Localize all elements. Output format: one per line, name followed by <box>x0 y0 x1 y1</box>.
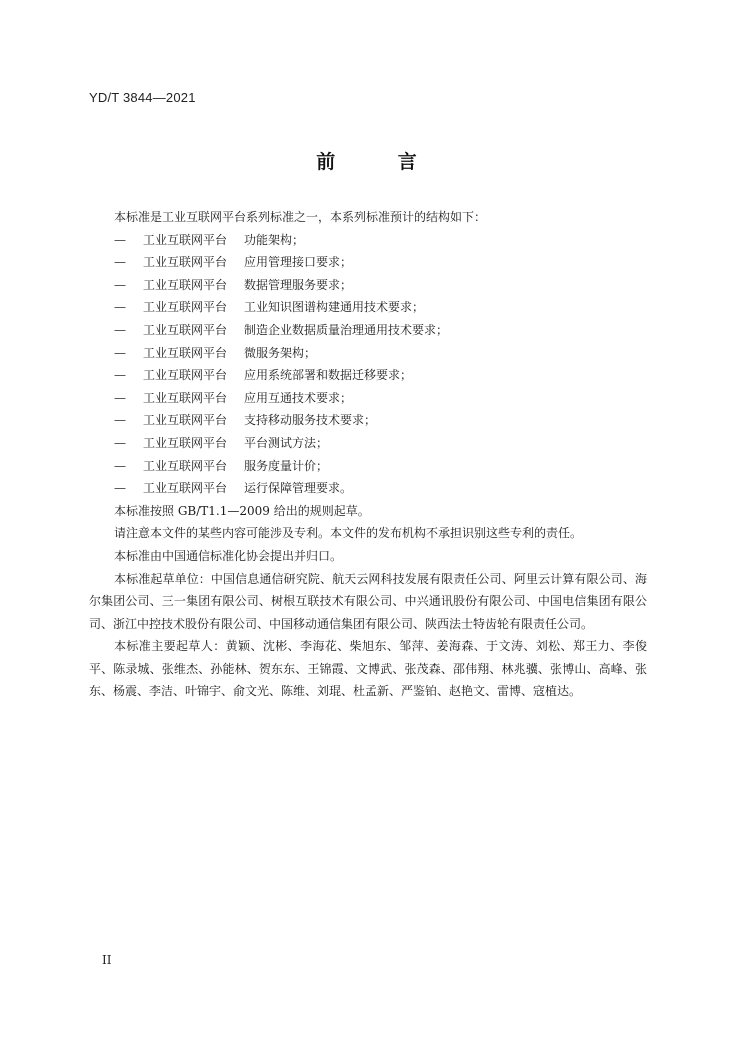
series-list-item <box>89 229 647 252</box>
series-list-item <box>89 319 647 342</box>
series-part-title: 平台测试方法； <box>244 435 329 450</box>
series-platform-name: 工业互联网平台 <box>143 368 228 383</box>
series-list-item <box>89 455 647 478</box>
series-part-title: 功能架构； <box>244 232 305 247</box>
series-platform-name: 工业互联网平台 <box>143 277 228 292</box>
dash-marker: — <box>114 413 126 428</box>
patent-notice-paragraph: 请注意本文件的某些内容可能涉及专利。本文件的发布机构不承担识别这些专利的责任。 <box>114 526 583 541</box>
series-platform-name: 工业互联网平台 <box>143 255 228 270</box>
foreword-body <box>89 206 647 703</box>
series-part-title: 数据管理服务要求； <box>244 277 353 292</box>
intro-paragraph: 本标准是工业互联网平台系列标准之一，本系列标准预计的结构如下： <box>114 210 487 224</box>
dash-marker: — <box>114 481 126 496</box>
dash-marker: — <box>114 390 126 405</box>
series-part-title: 工业知识图谱构建通用技术要求； <box>244 300 425 315</box>
dash-marker: — <box>114 300 126 315</box>
series-list-item <box>89 274 647 297</box>
series-list-item <box>89 387 647 410</box>
page-number: II <box>102 953 112 967</box>
dash-marker: — <box>114 232 126 247</box>
series-part-title: 运行保障管理要求。 <box>244 481 353 496</box>
dash-marker: — <box>114 277 126 292</box>
series-platform-name: 工业互联网平台 <box>143 481 228 496</box>
page-title: 前 言 <box>316 151 445 173</box>
series-platform-name: 工业互联网平台 <box>143 345 228 360</box>
series-platform-name: 工业互联网平台 <box>143 435 228 450</box>
series-platform-name: 工业互联网平台 <box>143 458 228 473</box>
series-list-item <box>89 432 647 455</box>
drafting-rules-paragraph: 本标准按照 GB/T1.1—2009 给出的规则起草。 <box>114 503 370 518</box>
series-list-item <box>89 409 647 432</box>
dash-marker: — <box>114 458 126 473</box>
series-platform-name: 工业互联网平台 <box>143 232 228 247</box>
series-part-title: 支持移动服务技术要求； <box>244 413 377 428</box>
proposed-by-paragraph: 本标准由中国通信标准化协会提出并归口。 <box>114 548 343 563</box>
dash-marker: — <box>114 368 126 383</box>
series-list-item <box>89 296 647 319</box>
dash-marker: — <box>114 435 126 450</box>
series-part-title: 应用管理接口要求； <box>244 255 353 270</box>
series-part-title: 制造企业数据质量治理通用技术要求； <box>244 322 449 337</box>
series-platform-name: 工业互联网平台 <box>143 390 228 405</box>
series-list-item <box>89 364 647 387</box>
series-part-title: 应用互通技术要求； <box>244 390 353 405</box>
series-list-item <box>89 251 647 274</box>
drafting-units-paragraph: 本标准起草单位：中国信息通信研究院、航天云网科技发展有限责任公司、阿里云计算有限公司、海尔集团公司、三一集团有限公司、树根互联技术有限公司、中兴通讯股份有限公司、中国电信集团有限公司、浙江中控技术股份有限公司、中国移动通信集团有限公司、陕西法士特齿轮有限责任公司。 <box>89 571 647 631</box>
dash-marker: — <box>114 255 126 270</box>
series-platform-name: 工业互联网平台 <box>143 322 228 337</box>
series-platform-name: 工业互联网平台 <box>143 300 228 315</box>
series-part-title: 服务度量计价； <box>244 458 329 473</box>
series-list-item <box>89 477 647 500</box>
series-list-item <box>89 342 647 365</box>
dash-marker: — <box>114 322 126 337</box>
series-platform-name: 工业互联网平台 <box>143 413 228 428</box>
dash-marker: — <box>114 345 126 360</box>
series-part-title: 微服务架构； <box>244 345 317 360</box>
series-part-title: 应用系统部署和数据迁移要求； <box>244 368 413 383</box>
standard-code: YD/T 3844—2021 <box>89 90 196 105</box>
series-list <box>89 229 647 500</box>
drafters-paragraph: 本标准主要起草人：黄颖、沈彬、李海花、柴旭东、邹萍、姜海森、于文涛、刘松、郑王力、李俊平、陈录城、张维杰、孙能林、贺东东、王锦霞、文博武、张茂森、邵伟翔、林兆骥、张博山、高峰、张东、杨震、李洁、叶锦宇、俞文光、陈维、刘琨、杜孟新、严鉴铂、赵艳文、雷博、寇植达。 <box>89 639 647 699</box>
